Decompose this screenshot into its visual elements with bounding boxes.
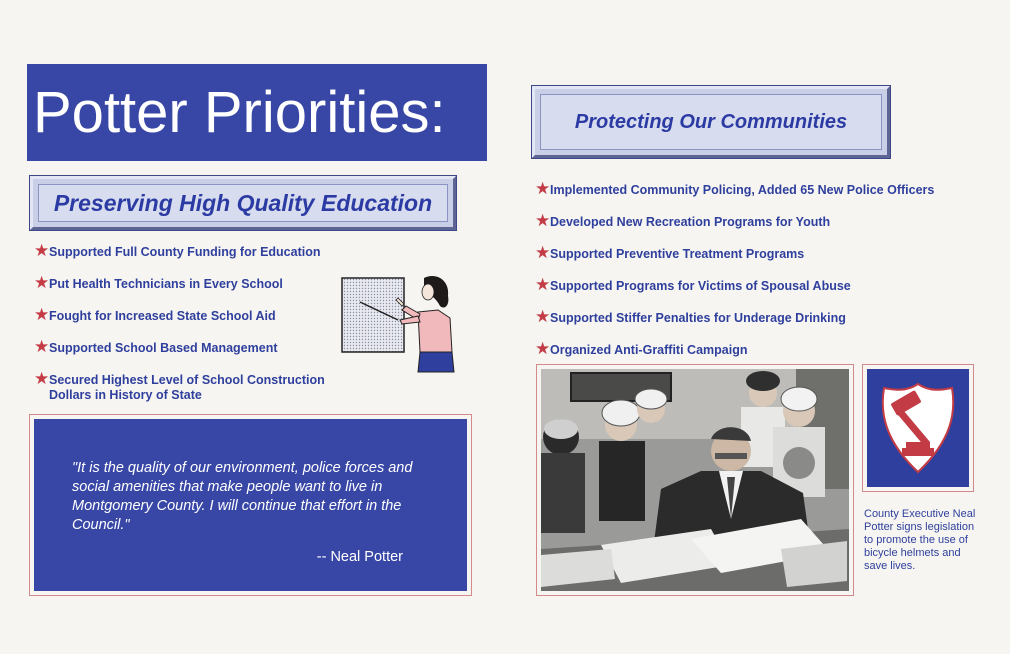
star-icon: ★	[535, 339, 551, 358]
teacher-at-board-icon	[340, 272, 460, 376]
signing-photo	[541, 369, 849, 591]
list-item: ★ Put Health Technicians in Every School	[34, 273, 283, 292]
star-icon: ★	[34, 241, 50, 260]
photo-caption: County Executive Neal Potter signs legislation to promote the use of bicycle helmets and save lives.	[864, 508, 976, 572]
quote-text: "It is the quality of our environment, police forces and social amenities that make people want to live in Montgomery County. I will continue that effort in the Council."	[72, 460, 413, 533]
star-icon: ★	[535, 179, 551, 198]
badge-frame	[862, 364, 974, 492]
page-title: Potter Priorities:	[27, 64, 487, 161]
list-item: ★ Secured Highest Level of School Construction Dollars in History of State	[34, 369, 325, 402]
education-heading-panel	[30, 176, 456, 230]
education-heading: Preserving High Quality Education	[38, 184, 448, 222]
list-item: ★ Fought for Increased State School Aid	[34, 305, 276, 324]
quote-panel	[34, 419, 467, 591]
star-icon: ★	[535, 243, 551, 262]
shield-gavel-icon	[880, 382, 956, 474]
list-item: ★ Supported Stiffer Penalties for Underage Drinking	[535, 307, 846, 326]
communities-heading-panel	[532, 86, 890, 158]
star-icon: ★	[34, 273, 50, 292]
education-list	[34, 241, 364, 420]
list-item: ★ Supported School Based Management	[34, 337, 278, 356]
list-item: ★ Organized Anti-Graffiti Campaign	[535, 339, 748, 358]
list-item: ★ Developed New Recreation Programs for Youth	[535, 211, 831, 230]
list-item: ★ Supported Preventive Treatment Programs	[535, 243, 805, 262]
star-icon: ★	[34, 337, 50, 356]
communities-list	[535, 179, 985, 375]
list-item: ★ Implemented Community Policing, Added 65 New Police Officers	[535, 179, 935, 198]
star-icon: ★	[535, 211, 551, 230]
star-icon: ★	[535, 307, 551, 326]
communities-heading: Protecting Our Communities	[540, 94, 882, 150]
badge-panel	[867, 369, 969, 487]
quote-attribution: -- Neal Potter	[316, 549, 403, 565]
list-item: ★ Supported Programs for Victims of Spousal Abuse	[535, 275, 851, 294]
star-icon: ★	[34, 369, 50, 388]
star-icon: ★	[535, 275, 551, 294]
star-icon: ★	[34, 305, 50, 324]
photo-frame	[536, 364, 854, 596]
list-item: ★ Supported Full County Funding for Education	[34, 241, 321, 260]
quote-box	[29, 414, 472, 596]
